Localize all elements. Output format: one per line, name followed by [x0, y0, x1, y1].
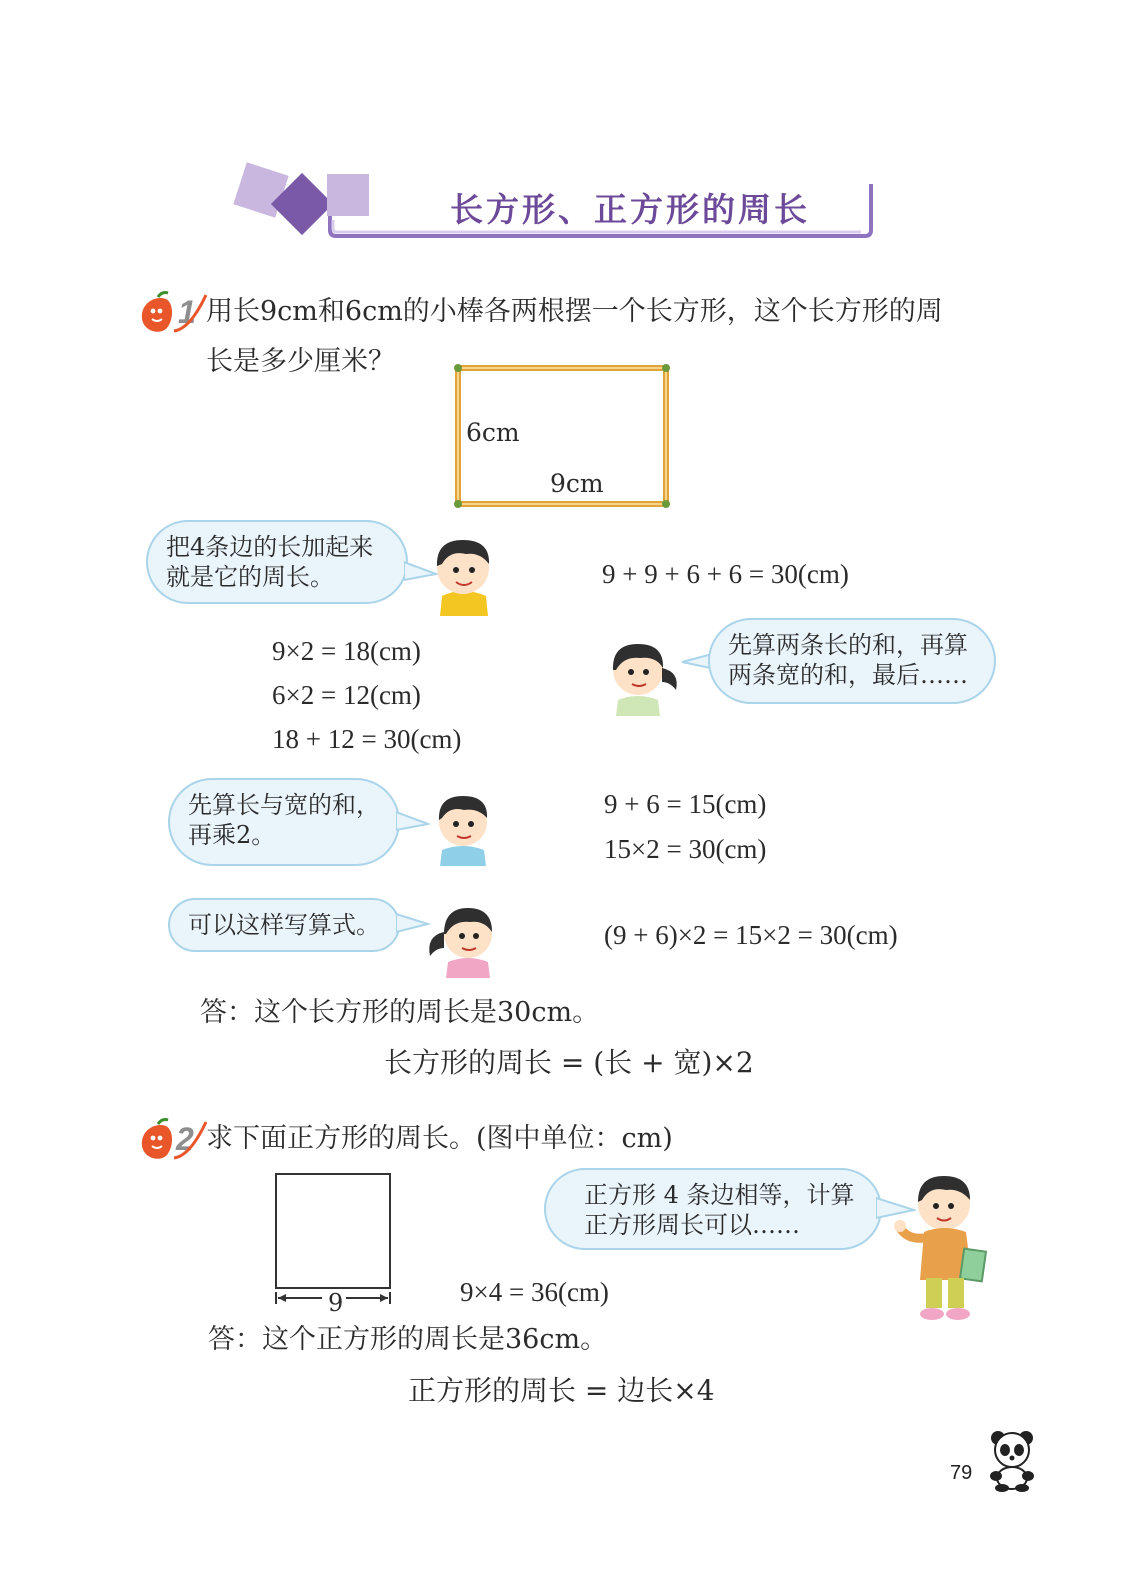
- bubble4-line1: 可以这样写算式。: [188, 911, 380, 939]
- speech-bubble-4: [168, 898, 400, 952]
- dialog1-calculation: 9 + 9 + 6 + 6 = 30(cm): [602, 559, 849, 589]
- bubble1-line2: 就是它的周长。: [166, 563, 334, 591]
- bubble5-line1: 正方形 4 条边相等，计算: [584, 1181, 855, 1209]
- problem2-question: 求下面正方形的周长。(图中单位：cm): [206, 1123, 673, 1154]
- panda-icon: [984, 1428, 1040, 1492]
- boy-standing-illustration: [892, 1168, 992, 1324]
- bubble1-line1: 把4条边的长加起来: [166, 533, 374, 561]
- problem-number-1: 1: [178, 294, 196, 330]
- boy-avatar-2: [428, 786, 498, 866]
- rectangle-side-label: 6cm: [466, 418, 520, 447]
- page-title: 长方形、正方形的周长: [450, 190, 810, 229]
- problem1-answer: 答：这个长方形的周长是30cm。: [200, 997, 600, 1028]
- boy-avatar-1: [428, 530, 498, 616]
- problem-number-badge-2: [136, 1116, 208, 1166]
- bubble3-tail: [396, 810, 430, 834]
- bubble2-line2: 两条宽的和，最后……: [728, 661, 968, 689]
- rectangle-perimeter-formula: 长方形的周长 = (长 + 宽)×2: [384, 1046, 754, 1079]
- dialog4-calculation: (9 + 6)×2 = 15×2 = 30(cm): [604, 920, 898, 950]
- dialog3-calc-line1: 9 + 6 = 15(cm): [604, 789, 767, 819]
- dialog2-calc-line1: 9×2 = 18(cm): [272, 636, 421, 666]
- problem2-answer: 答：这个正方形的周长是36cm。: [208, 1324, 608, 1355]
- square-side-label: 9: [328, 1289, 344, 1317]
- speech-bubble-5: [544, 1168, 882, 1250]
- problem-number-2: 2: [176, 1121, 194, 1157]
- problem2-calculation: 9×4 = 36(cm): [460, 1277, 609, 1307]
- rectangle-bottom-label: 9cm: [550, 469, 604, 498]
- bubble5-line2: 正方形周长可以……: [584, 1211, 800, 1239]
- dialog2-calc-line3: 18 + 12 = 30(cm): [272, 724, 462, 754]
- page-number: 79: [950, 1462, 973, 1484]
- bubble3-line2: 再乘2。: [188, 821, 276, 849]
- bubble3-line1: 先算长与宽的和，: [188, 791, 380, 819]
- problem1-question-line2: 长是多少厘米？: [206, 346, 395, 377]
- speech-bubble-1: [146, 520, 408, 604]
- dialog3-calc-line2: 15×2 = 30(cm): [604, 834, 767, 864]
- problem1-question-line1: 用长9cm和6cm的小棒各两根摆一个长方形，这个长方形的周: [206, 296, 943, 327]
- speech-bubble-3: [168, 778, 400, 866]
- speech-bubble-2: [708, 618, 996, 704]
- girl-avatar-1: [600, 630, 684, 716]
- problem-number-badge-1: [136, 289, 208, 339]
- banner-square-right: [327, 174, 369, 216]
- girl-avatar-2: [422, 898, 502, 978]
- square-perimeter-formula: 正方形的周长 = 边长×4: [408, 1374, 715, 1407]
- bubble2-line1: 先算两条长的和，再算: [728, 631, 968, 659]
- dialog2-calc-line2: 6×2 = 12(cm): [272, 680, 421, 710]
